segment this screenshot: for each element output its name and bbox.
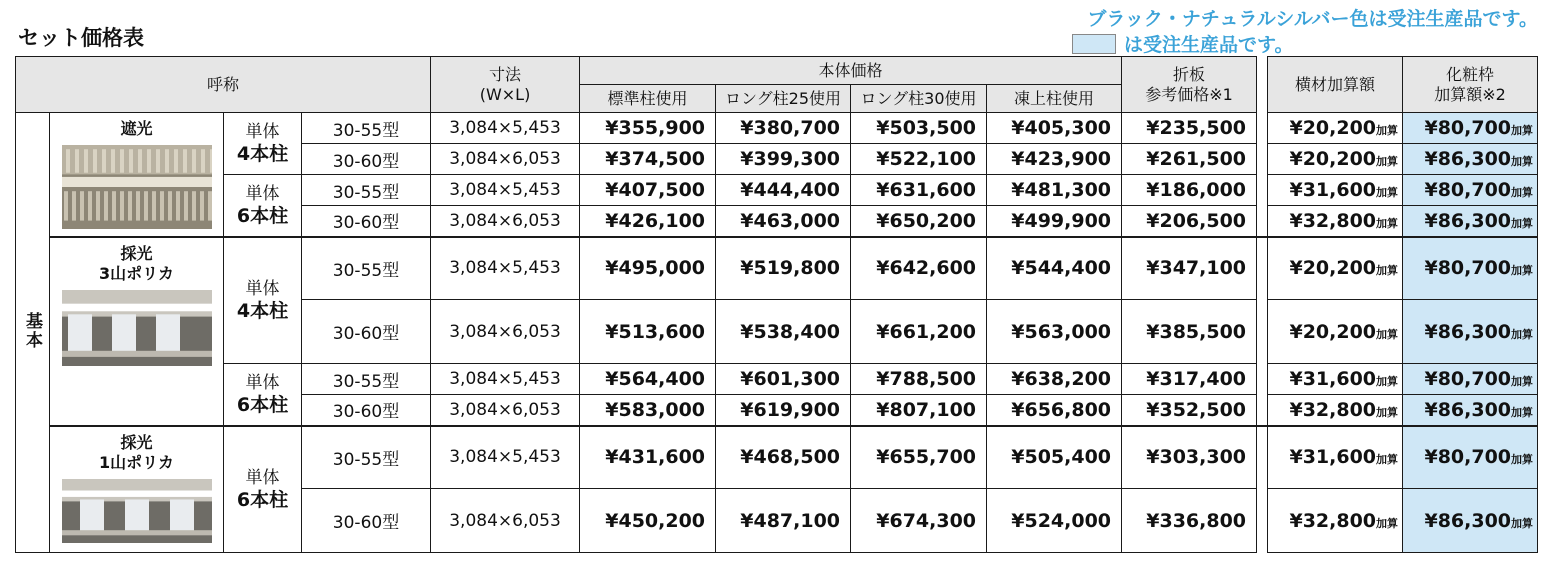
header-long25: ロング柱25使用 [716, 85, 851, 113]
header-folding-line2: 参考価格※1 [1145, 84, 1233, 104]
cosmetic-value: ¥80,700 [1424, 179, 1512, 201]
price-touage: ¥524,000 [987, 489, 1122, 553]
model-cell: 30-60型 [302, 395, 431, 426]
price-std: ¥355,900 [580, 113, 716, 144]
table-row [16, 175, 1538, 206]
beam-cell [1268, 300, 1403, 364]
price-long25: ¥619,900 [716, 395, 851, 426]
price-long30: ¥650,200 [851, 206, 987, 237]
cosmetic-value: ¥86,300 [1424, 320, 1512, 343]
price-folding: ¥206,500 [1122, 206, 1257, 237]
cosmetic-cell [1403, 395, 1538, 426]
cosmetic-cell [1403, 426, 1538, 489]
column-gap [1257, 237, 1268, 300]
beam-suffix: 加算 [1376, 375, 1399, 388]
category-text: 基本 [22, 311, 42, 350]
model-cell: 30-55型 [302, 426, 431, 489]
table-row [16, 426, 1538, 489]
price-folding: ¥336,800 [1122, 489, 1257, 553]
cosmetic-cell [1403, 206, 1538, 237]
pillar-line2: 4本柱 [236, 143, 289, 165]
model-cell: 30-60型 [302, 300, 431, 364]
cosmetic-suffix: 加算 [1511, 327, 1534, 341]
product-photo [62, 479, 212, 543]
column-gap [1257, 113, 1268, 144]
pillar-line1: 単体 [245, 122, 280, 142]
header-dims-line1: 寸法 [489, 64, 522, 84]
price-std: ¥407,500 [580, 175, 716, 206]
column-gap [1257, 426, 1268, 489]
beam-value: ¥32,800 [1289, 209, 1377, 232]
cosmetic-value: ¥86,300 [1424, 398, 1512, 421]
dims-cell: 3,084×6,053 [431, 395, 580, 426]
price-touage: ¥544,400 [987, 237, 1122, 300]
page-title: セット価格表 [18, 26, 144, 50]
price-long30: ¥642,600 [851, 237, 987, 300]
model-cell: 30-60型 [302, 489, 431, 553]
price-long25: ¥468,500 [716, 426, 851, 489]
product-name-cell [50, 237, 224, 426]
beam-suffix: 加算 [1376, 216, 1399, 230]
beam-suffix: 加算 [1376, 516, 1399, 530]
price-long30: ¥631,600 [851, 175, 987, 206]
price-folding: ¥352,500 [1122, 395, 1257, 426]
pillar-line2: 6本柱 [236, 204, 289, 227]
beam-suffix: 加算 [1376, 124, 1399, 137]
price-table [15, 56, 1538, 553]
price-touage: ¥505,400 [987, 426, 1122, 489]
product-name-line2: 3山ポリカ [99, 263, 174, 283]
price-std: ¥513,600 [580, 300, 716, 364]
price-touage: ¥638,200 [987, 364, 1122, 395]
header-beam: 横材加算額 [1268, 57, 1403, 113]
price-long25: ¥463,000 [716, 206, 851, 237]
highlight-legend [1072, 30, 1293, 57]
dims-cell: 3,084×5,453 [431, 113, 580, 144]
pillar-line2: 6本柱 [236, 393, 289, 416]
price-std: ¥431,600 [580, 426, 716, 489]
column-gap [1257, 57, 1268, 113]
header-cosmetic-line1: 化粧枠 [1446, 64, 1495, 84]
price-long25: ¥380,700 [716, 113, 851, 144]
beam-value: ¥20,200 [1289, 320, 1377, 343]
dims-cell: 3,084×5,453 [431, 364, 580, 395]
dims-cell: 3,084×6,053 [431, 300, 580, 364]
price-std: ¥583,000 [580, 395, 716, 426]
pillar-line2: 4本柱 [236, 299, 289, 322]
column-gap [1257, 175, 1268, 206]
cosmetic-suffix: 加算 [1511, 216, 1534, 230]
cosmetic-value: ¥86,300 [1424, 509, 1512, 532]
cosmetic-cell [1403, 489, 1538, 553]
table-row [16, 113, 1538, 144]
pillar-line1: 単体 [245, 467, 280, 488]
price-long30: ¥661,200 [851, 300, 987, 364]
price-long25: ¥444,400 [716, 175, 851, 206]
highlight-swatch [1072, 34, 1116, 54]
product-name-cell [50, 113, 224, 237]
beam-value: ¥31,600 [1289, 446, 1377, 469]
table-row [16, 237, 1538, 300]
beam-suffix: 加算 [1376, 405, 1399, 419]
cosmetic-value: ¥86,300 [1424, 209, 1512, 232]
beam-value: ¥20,200 [1289, 257, 1377, 280]
beam-suffix: 加算 [1376, 453, 1399, 467]
price-long25: ¥399,300 [716, 144, 851, 175]
product-name-line1: 遮光 [120, 119, 153, 138]
pillar-line1: 単体 [245, 372, 280, 393]
header-touage: 凍上柱使用 [987, 85, 1122, 113]
cosmetic-suffix: 加算 [1511, 453, 1534, 467]
cosmetic-suffix: 加算 [1511, 155, 1534, 168]
dims-cell: 3,084×6,053 [431, 144, 580, 175]
model-cell: 30-55型 [302, 364, 431, 395]
beam-cell [1268, 175, 1403, 206]
beam-value: ¥32,800 [1289, 509, 1377, 532]
made-to-order-note: ブラック・ナチュラルシルバー色は受注生産品です。 [1087, 8, 1538, 30]
beam-cell [1268, 237, 1403, 300]
cosmetic-value: ¥80,700 [1424, 117, 1512, 139]
price-folding: ¥317,400 [1122, 364, 1257, 395]
product-name-line1: 採光 [120, 432, 153, 452]
cosmetic-suffix: 加算 [1511, 124, 1534, 137]
model-cell: 30-60型 [302, 144, 431, 175]
product-name-line1: 採光 [120, 243, 153, 263]
dims-cell: 3,084×5,453 [431, 175, 580, 206]
dims-cell: 3,084×6,053 [431, 489, 580, 553]
dims-cell: 3,084×6,053 [431, 206, 580, 237]
product-name-line2: 1山ポリカ [99, 452, 174, 472]
cosmetic-value: ¥80,700 [1424, 257, 1512, 280]
price-touage: ¥423,900 [987, 144, 1122, 175]
column-gap [1257, 300, 1268, 364]
cosmetic-suffix: 加算 [1511, 405, 1534, 419]
price-folding: ¥186,000 [1122, 175, 1257, 206]
dims-cell: 3,084×5,453 [431, 426, 580, 489]
model-cell: 30-55型 [302, 175, 431, 206]
beam-suffix: 加算 [1376, 155, 1399, 168]
category-label [16, 113, 50, 553]
product-photo [62, 290, 212, 366]
header-name: 呼称 [16, 57, 431, 113]
header-dims-line2: (W×L) [479, 84, 531, 104]
beam-cell [1268, 426, 1403, 489]
cosmetic-cell [1403, 144, 1538, 175]
price-long25: ¥601,300 [716, 364, 851, 395]
beam-value: ¥31,600 [1289, 179, 1377, 201]
cosmetic-suffix: 加算 [1511, 186, 1534, 199]
price-folding: ¥385,500 [1122, 300, 1257, 364]
column-gap [1257, 206, 1268, 237]
price-long30: ¥674,300 [851, 489, 987, 553]
header-folding [1122, 57, 1257, 113]
price-long25: ¥519,800 [716, 237, 851, 300]
pillar-line2: 6本柱 [236, 488, 289, 511]
cosmetic-cell [1403, 113, 1538, 144]
price-long25: ¥538,400 [716, 300, 851, 364]
beam-cell [1268, 489, 1403, 553]
beam-value: ¥20,200 [1289, 148, 1377, 170]
column-gap [1257, 144, 1268, 175]
beam-suffix: 加算 [1376, 264, 1399, 278]
pillar-line1: 単体 [245, 183, 280, 204]
header-body-price: 本体価格 [580, 57, 1122, 85]
cosmetic-value: ¥80,700 [1424, 446, 1512, 469]
model-cell: 30-55型 [302, 113, 431, 144]
header-dims [431, 57, 580, 113]
highlight-legend-text: は受注生産品です。 [1124, 34, 1294, 56]
price-std: ¥374,500 [580, 144, 716, 175]
beam-value: ¥32,800 [1289, 398, 1377, 421]
price-touage: ¥563,000 [987, 300, 1122, 364]
cosmetic-value: ¥80,700 [1424, 368, 1512, 390]
price-folding: ¥235,500 [1122, 113, 1257, 144]
price-long30: ¥655,700 [851, 426, 987, 489]
cosmetic-cell [1403, 175, 1538, 206]
price-std: ¥564,400 [580, 364, 716, 395]
price-folding: ¥303,300 [1122, 426, 1257, 489]
header-folding-line1: 折板 [1173, 64, 1206, 84]
price-folding: ¥261,500 [1122, 144, 1257, 175]
table-row [16, 364, 1538, 395]
beam-cell [1268, 113, 1403, 144]
price-folding: ¥347,100 [1122, 237, 1257, 300]
price-long30: ¥522,100 [851, 144, 987, 175]
pillar-type-cell [224, 364, 302, 426]
column-gap [1257, 395, 1268, 426]
cosmetic-suffix: 加算 [1511, 516, 1534, 530]
beam-cell [1268, 144, 1403, 175]
beam-cell [1268, 206, 1403, 237]
price-long25: ¥487,100 [716, 489, 851, 553]
price-touage: ¥405,300 [987, 113, 1122, 144]
cosmetic-cell [1403, 300, 1538, 364]
beam-suffix: 加算 [1376, 186, 1399, 199]
price-long30: ¥503,500 [851, 113, 987, 144]
cosmetic-suffix: 加算 [1511, 375, 1534, 388]
beam-value: ¥20,200 [1289, 117, 1377, 139]
price-std: ¥450,200 [580, 489, 716, 553]
pillar-line1: 単体 [245, 278, 280, 299]
beam-cell [1268, 395, 1403, 426]
beam-suffix: 加算 [1376, 327, 1399, 341]
cosmetic-cell [1403, 364, 1538, 395]
model-cell: 30-55型 [302, 237, 431, 300]
price-touage: ¥499,900 [987, 206, 1122, 237]
column-gap [1257, 364, 1268, 395]
pillar-type-cell [224, 113, 302, 175]
cosmetic-value: ¥86,300 [1424, 148, 1512, 170]
beam-cell [1268, 364, 1403, 395]
beam-value: ¥31,600 [1289, 368, 1377, 390]
pillar-type-cell [224, 237, 302, 364]
product-name-cell [50, 426, 224, 553]
cosmetic-cell [1403, 237, 1538, 300]
price-long30: ¥788,500 [851, 364, 987, 395]
header-cosmetic-line2: 加算額※2 [1434, 84, 1506, 104]
header-long30: ロング柱30使用 [851, 85, 987, 113]
pillar-type-cell [224, 426, 302, 553]
column-gap [1257, 489, 1268, 553]
cosmetic-suffix: 加算 [1511, 264, 1534, 278]
model-cell: 30-60型 [302, 206, 431, 237]
product-photo [62, 145, 212, 229]
header-std: 標準柱使用 [580, 85, 716, 113]
price-long30: ¥807,100 [851, 395, 987, 426]
price-touage: ¥481,300 [987, 175, 1122, 206]
pillar-type-cell [224, 175, 302, 237]
price-std: ¥426,100 [580, 206, 716, 237]
dims-cell: 3,084×5,453 [431, 237, 580, 300]
price-touage: ¥656,800 [987, 395, 1122, 426]
header-cosmetic [1403, 57, 1538, 113]
price-std: ¥495,000 [580, 237, 716, 300]
